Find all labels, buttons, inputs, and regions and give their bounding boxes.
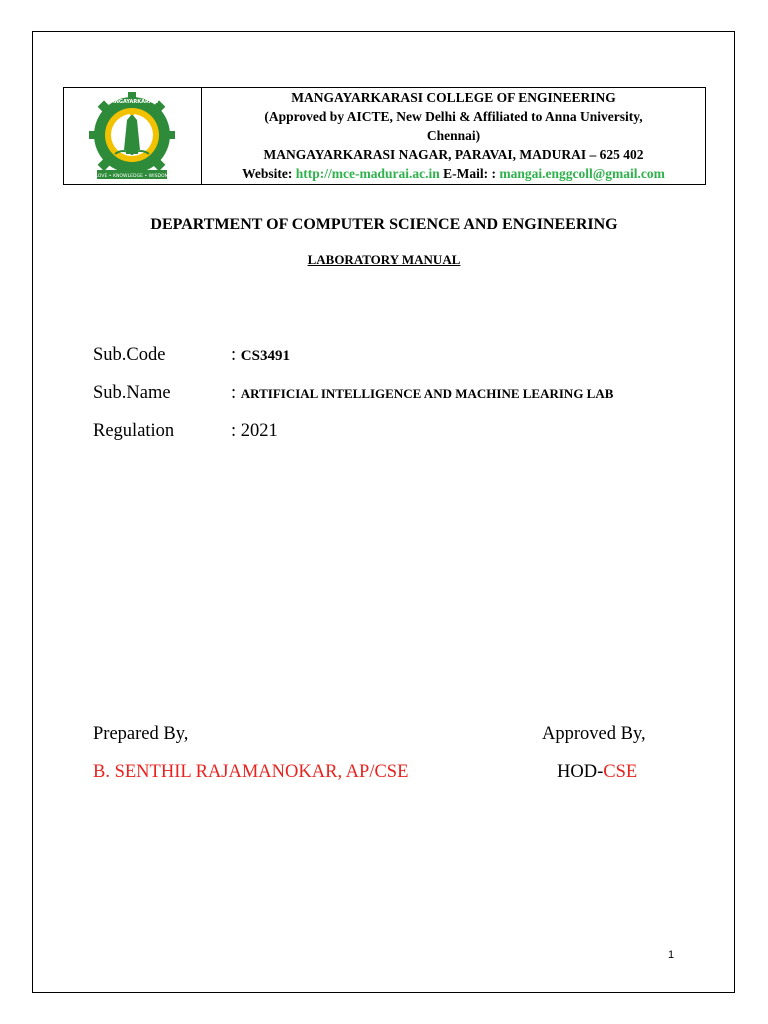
approved-suffix: CSE	[603, 762, 638, 782]
college-info	[202, 88, 705, 184]
detail-key: Regulation	[93, 421, 175, 441]
website-link[interactable]: http://mce-madurai.ac.in	[295, 166, 440, 181]
college-header	[63, 87, 706, 185]
prepared-by-name: B. SENTHIL RAJAMANOKAR, AP/CSE	[93, 762, 409, 782]
college-logo	[77, 90, 187, 182]
detail-separator: :	[231, 383, 241, 403]
contact-line	[202, 164, 705, 183]
email-label: E-Mail: :	[439, 166, 500, 181]
detail-value-wrap	[231, 421, 278, 442]
detail-key: Sub.Name	[93, 383, 171, 403]
approved-prefix: HOD-	[557, 762, 604, 782]
manual-title-wrap	[0, 252, 768, 268]
detail-value: CS3491	[240, 348, 290, 364]
detail-separator: :	[231, 421, 241, 441]
approved-by-name	[557, 762, 637, 783]
website-label: Website:	[242, 166, 296, 181]
college-address: MANGAYARKARASI NAGAR, PARAVAI, MADURAI – 625 402	[263, 147, 644, 162]
logo-cell	[64, 88, 202, 184]
approval-city: Chennai)	[426, 128, 481, 143]
detail-separator: :	[231, 345, 241, 365]
approved-by-label: Approved By,	[542, 724, 646, 744]
college-name: MANGAYARKARASI COLLEGE OF ENGINEERING	[291, 90, 616, 105]
detail-value-wrap	[231, 383, 613, 404]
page-number: 1	[668, 949, 675, 961]
detail-key: Sub.Code	[93, 345, 166, 365]
manual-title: LABORATORY MANUAL	[307, 252, 461, 267]
department-title: DEPARTMENT OF COMPUTER SCIENCE AND ENGINEERING	[150, 216, 618, 233]
logo-motto: LOVE • KNOWLEDGE • WISDOM	[95, 174, 169, 179]
detail-value: ARTIFICIAL INTELLIGENCE AND MACHINE LEARING LAB	[240, 386, 614, 401]
svg-text:MANGAYARKARASI: MANGAYARKARASI	[105, 99, 159, 105]
email-link[interactable]: mangai.enggcoll@gmail.com	[499, 166, 665, 181]
detail-value: 2021	[240, 421, 278, 441]
detail-value-wrap	[231, 345, 290, 366]
approval-line: (Approved by AICTE, New Delhi & Affiliated to Anna University,	[264, 109, 643, 124]
prepared-by-label: Prepared By,	[93, 724, 189, 744]
